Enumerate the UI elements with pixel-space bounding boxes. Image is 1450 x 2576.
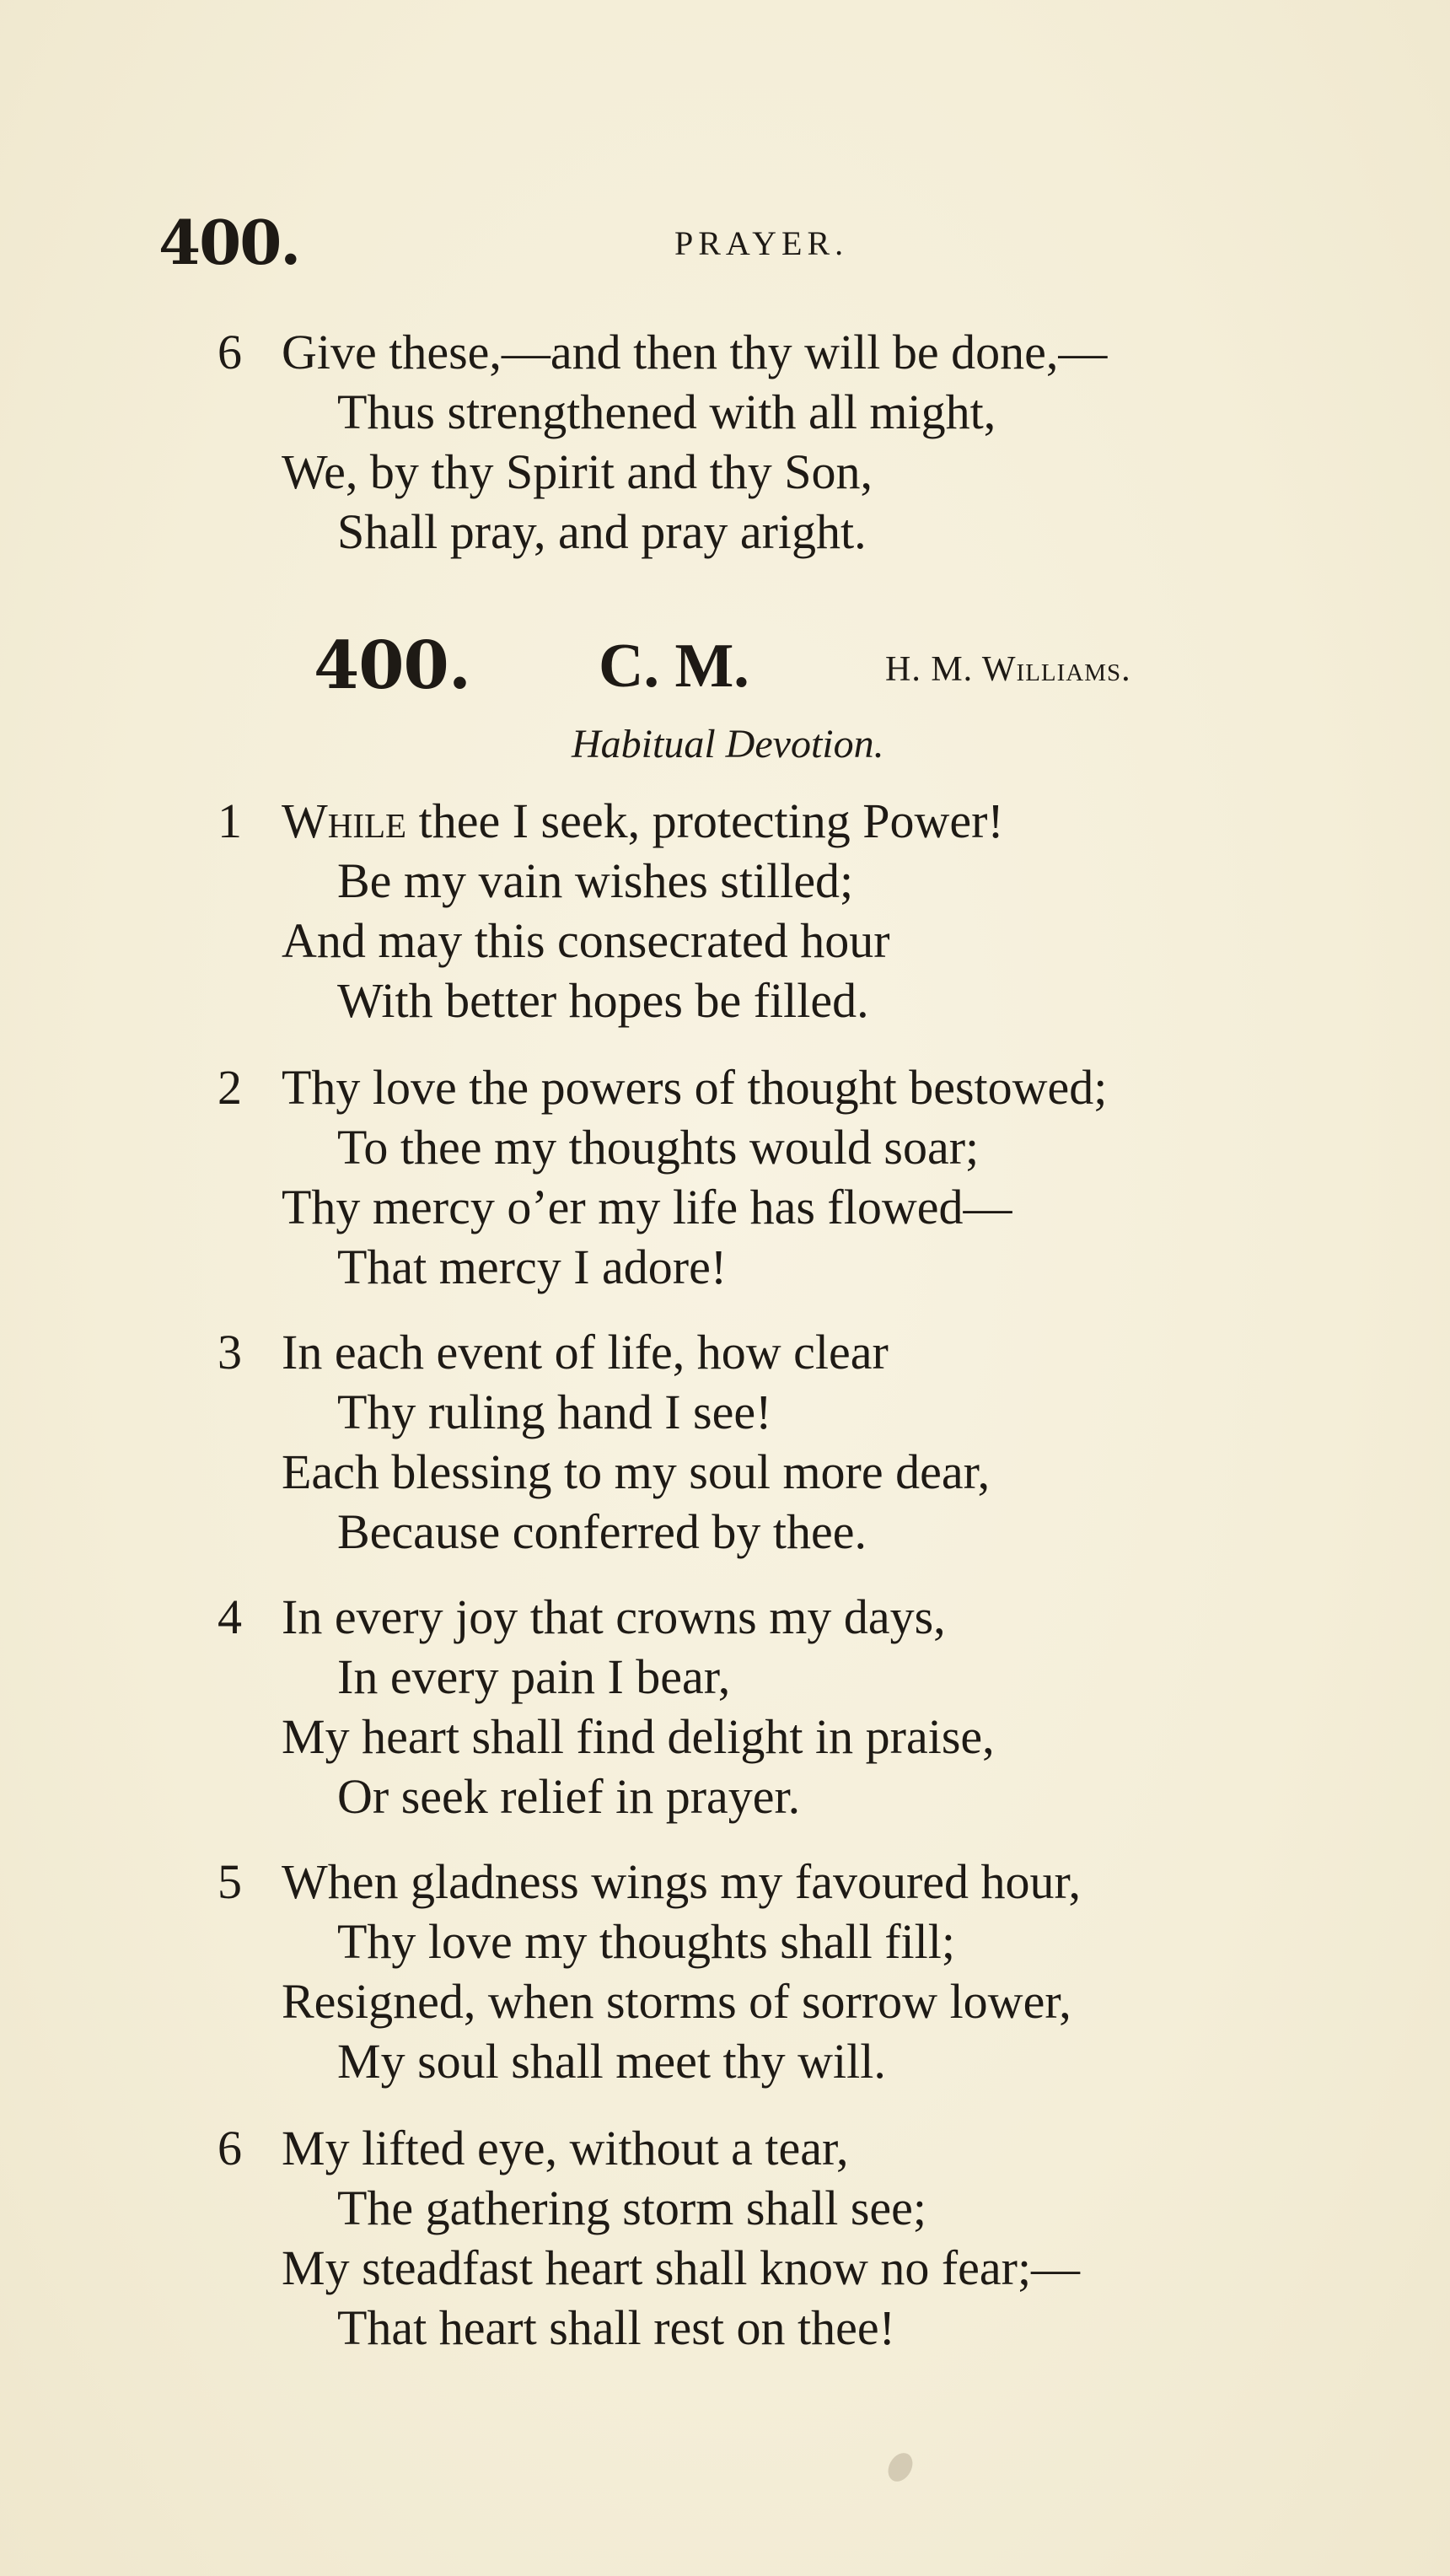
verse-number: 6 xyxy=(218,325,242,379)
verse-line: Give these,—and then thy will be done,— xyxy=(282,325,1108,379)
stanza xyxy=(0,1587,1450,1826)
stanza xyxy=(0,322,1450,562)
stanza xyxy=(0,1322,1450,1562)
hymn-body-stanza-1 xyxy=(0,791,1450,1030)
hymn-body-stanza-2 xyxy=(0,1057,1450,1297)
stanza xyxy=(0,2118,1450,2358)
verse-line: Or seek relief in prayer. xyxy=(337,1769,801,1824)
stanza xyxy=(0,1852,1450,2091)
verse-line: Shall pray, and pray aright. xyxy=(337,504,867,559)
page-number: 400. xyxy=(158,207,300,278)
verse-number: 4 xyxy=(218,1589,242,1644)
verse-line: Thy mercy o’er my life has flowed— xyxy=(282,1180,1012,1234)
verse-line: The gathering storm shall see; xyxy=(337,2181,927,2235)
stanza xyxy=(0,791,1450,1030)
running-head xyxy=(0,209,1450,277)
verse-line: And may this consecrated hour xyxy=(282,913,890,968)
verse-line: In every pain I bear, xyxy=(337,1649,731,1704)
hymn-body-stanza-6 xyxy=(0,2118,1450,2358)
verse-line: In each event of life, how clear xyxy=(282,1325,889,1379)
verse-number: 1 xyxy=(218,793,242,848)
verse-number: 2 xyxy=(218,1060,242,1115)
first-word: While xyxy=(282,793,407,848)
verse-line: My heart shall find delight in praise, xyxy=(282,1709,995,1764)
verse-line: Thus strengthened with all might, xyxy=(337,385,996,439)
verse-line: Thy love the powers of thought bestowed; xyxy=(282,1060,1108,1115)
hymn-body-stanza-3 xyxy=(0,1322,1450,1562)
verse-number: 5 xyxy=(218,1854,242,1909)
hymn-title: Habitual Devotion. xyxy=(572,722,884,766)
verse-number: 6 xyxy=(218,2121,242,2175)
hymn-meter: C. M. xyxy=(599,632,749,701)
verse-line: My lifted eye, without a tear, xyxy=(282,2121,849,2175)
verse-line: Resigned, when storms of sorrow lower, xyxy=(282,1974,1071,2029)
verse-line: Thy ruling hand I see! xyxy=(337,1385,772,1439)
verse-line-rest: thee I seek, protecting Power! xyxy=(418,793,1004,848)
verse-line: We, by thy Spirit and thy Son, xyxy=(282,444,873,499)
verse-line: Because conferred by thee. xyxy=(337,1504,867,1559)
verse-line: That heart shall rest on thee! xyxy=(337,2300,895,2355)
hymn-body-stanza-4 xyxy=(0,1587,1450,1826)
ink-smudge xyxy=(883,2449,918,2486)
verse-line: My steadfast heart shall know no fear;— xyxy=(282,2240,1081,2295)
verse-line: Thy love my thoughts shall fill; xyxy=(337,1914,956,1969)
verse-line: To thee my thoughts would soar; xyxy=(337,1120,980,1175)
hymn-body-stanza-5 xyxy=(0,1852,1450,2091)
verse-line: My soul shall meet thy will. xyxy=(337,2034,886,2089)
verse-number: 3 xyxy=(218,1325,242,1379)
hymn-header xyxy=(0,624,1450,708)
verse-line: That mercy I adore! xyxy=(337,1240,728,1294)
hymn-number: 400. xyxy=(314,627,470,704)
hymn-author: H. M. Williams. xyxy=(885,650,1131,689)
previous-hymn xyxy=(0,322,1450,562)
verse-line: Each blessing to my soul more dear, xyxy=(282,1444,991,1499)
verse-line: With better hopes be filled. xyxy=(337,973,869,1028)
running-title: PRAYER. xyxy=(674,224,849,262)
verse-line: When gladness wings my favoured hour, xyxy=(282,1854,1082,1909)
verse-line: In every joy that crowns my days, xyxy=(282,1589,946,1644)
stanza xyxy=(0,1057,1450,1297)
verse-line: Be my vain wishes stilled; xyxy=(337,853,854,908)
